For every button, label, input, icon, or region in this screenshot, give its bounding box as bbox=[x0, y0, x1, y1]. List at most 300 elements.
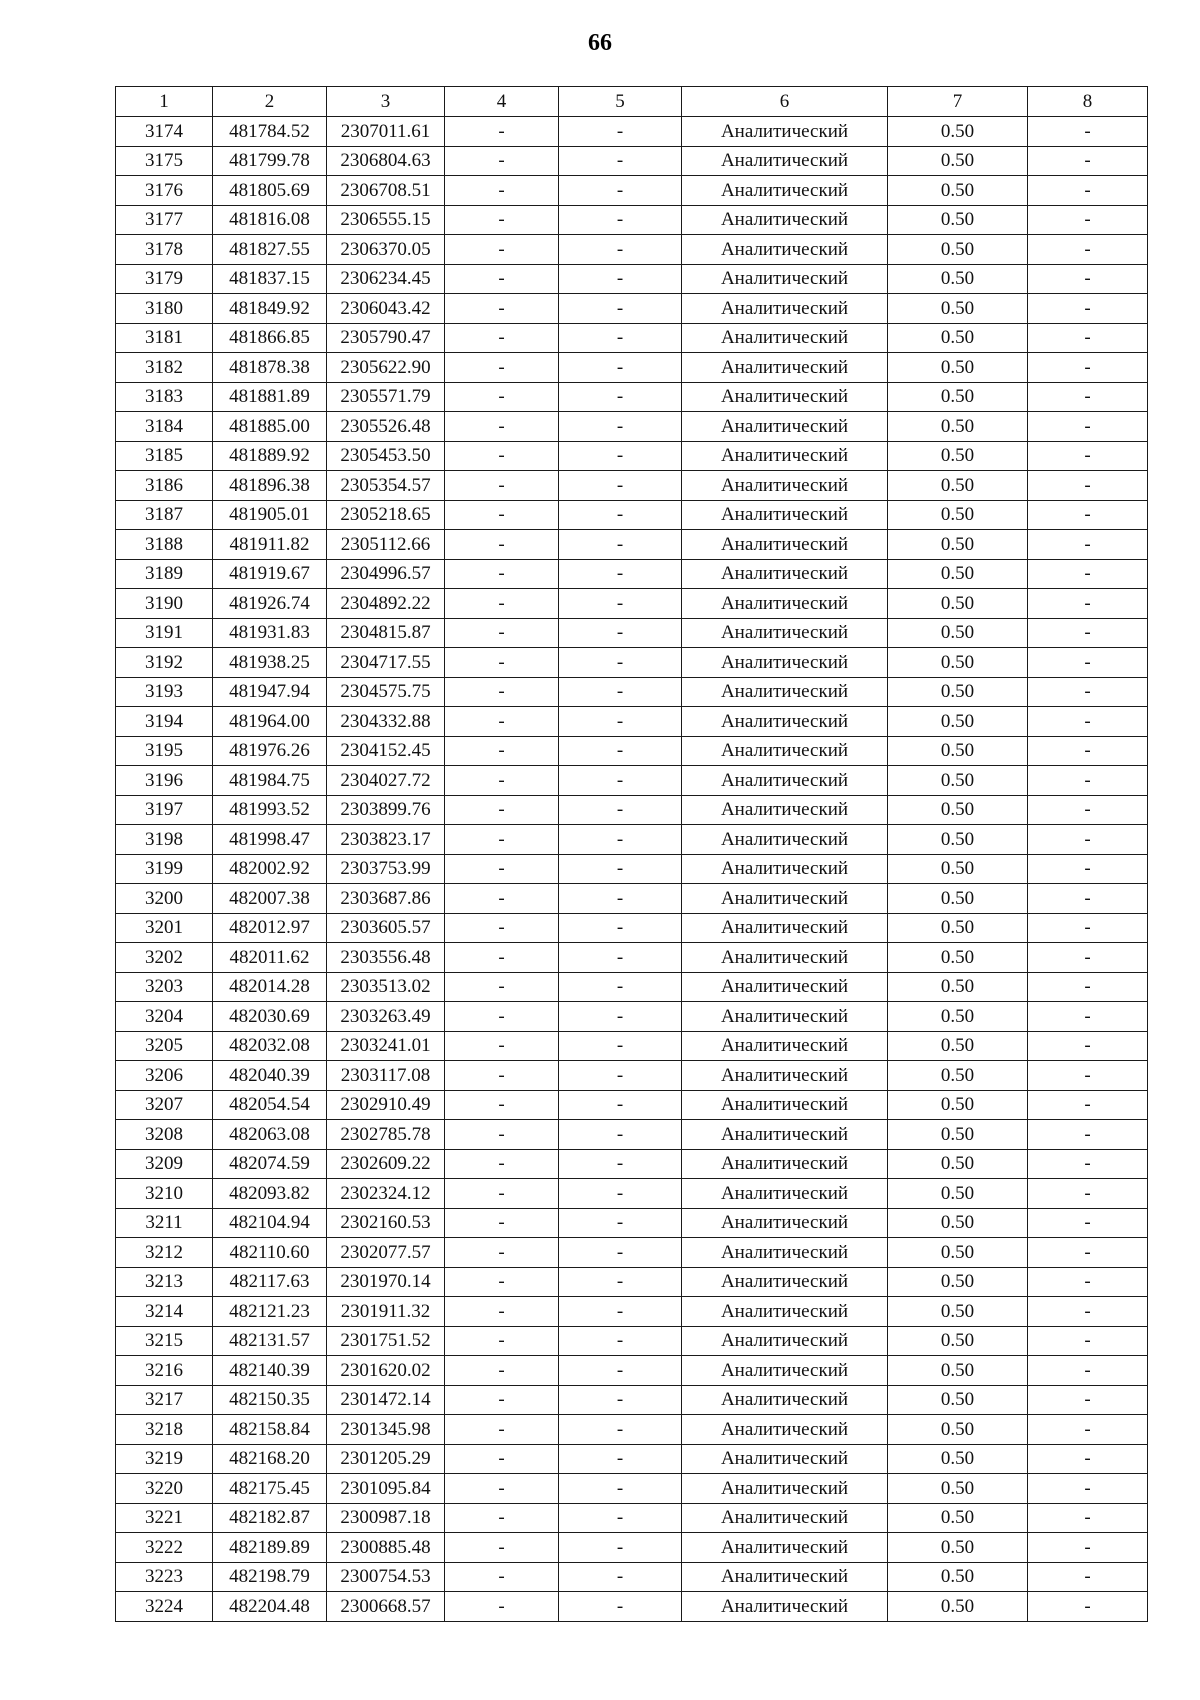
cell-method: Аналитический bbox=[682, 1149, 888, 1179]
cell-y-coordinate: 2303823.17 bbox=[327, 825, 445, 855]
cell-precision: 0.50 bbox=[888, 1090, 1028, 1120]
cell-y-coordinate: 2303556.48 bbox=[327, 943, 445, 973]
cell-x-coordinate: 481849.92 bbox=[213, 294, 327, 324]
cell-col-8-value: - bbox=[1028, 1297, 1148, 1327]
cell-col-5-value: - bbox=[559, 530, 682, 560]
cell-x-coordinate: 481964.00 bbox=[213, 707, 327, 737]
cell-y-coordinate: 2303263.49 bbox=[327, 1002, 445, 1032]
cell-x-coordinate: 482093.82 bbox=[213, 1179, 327, 1209]
cell-precision: 0.50 bbox=[888, 146, 1028, 176]
cell-y-coordinate: 2304996.57 bbox=[327, 559, 445, 589]
cell-precision: 0.50 bbox=[888, 736, 1028, 766]
cell-col-5-value: - bbox=[559, 795, 682, 825]
cell-precision: 0.50 bbox=[888, 294, 1028, 324]
cell-col-4-value: - bbox=[445, 1444, 559, 1474]
cell-y-coordinate: 2305790.47 bbox=[327, 323, 445, 353]
cell-x-coordinate: 482175.45 bbox=[213, 1474, 327, 1504]
cell-point-number: 3208 bbox=[116, 1120, 213, 1150]
table-row bbox=[116, 1002, 1148, 1032]
table-row bbox=[116, 1533, 1148, 1563]
table-row bbox=[116, 117, 1148, 147]
cell-x-coordinate: 482074.59 bbox=[213, 1149, 327, 1179]
table-row bbox=[116, 235, 1148, 265]
cell-y-coordinate: 2305112.66 bbox=[327, 530, 445, 560]
cell-col-4-value: - bbox=[445, 1061, 559, 1091]
table-row bbox=[116, 205, 1148, 235]
table-row bbox=[116, 264, 1148, 294]
table-row bbox=[116, 441, 1148, 471]
cell-y-coordinate: 2306708.51 bbox=[327, 176, 445, 206]
cell-x-coordinate: 482189.89 bbox=[213, 1533, 327, 1563]
cell-y-coordinate: 2303117.08 bbox=[327, 1061, 445, 1091]
cell-x-coordinate: 482007.38 bbox=[213, 884, 327, 914]
cell-col-8-value: - bbox=[1028, 884, 1148, 914]
cell-x-coordinate: 481837.15 bbox=[213, 264, 327, 294]
cell-x-coordinate: 481889.92 bbox=[213, 441, 327, 471]
cell-point-number: 3181 bbox=[116, 323, 213, 353]
table-row bbox=[116, 589, 1148, 619]
cell-precision: 0.50 bbox=[888, 648, 1028, 678]
cell-col-5-value: - bbox=[559, 1326, 682, 1356]
cell-precision: 0.50 bbox=[888, 1149, 1028, 1179]
cell-col-8-value: - bbox=[1028, 530, 1148, 560]
cell-col-5-value: - bbox=[559, 1238, 682, 1268]
cell-x-coordinate: 481905.01 bbox=[213, 500, 327, 530]
cell-col-4-value: - bbox=[445, 1208, 559, 1238]
table-row bbox=[116, 618, 1148, 648]
cell-col-5-value: - bbox=[559, 766, 682, 796]
table-row bbox=[116, 294, 1148, 324]
cell-col-5-value: - bbox=[559, 323, 682, 353]
cell-col-4-value: - bbox=[445, 176, 559, 206]
cell-x-coordinate: 481866.85 bbox=[213, 323, 327, 353]
cell-col-5-value: - bbox=[559, 382, 682, 412]
cell-x-coordinate: 482110.60 bbox=[213, 1238, 327, 1268]
cell-col-8-value: - bbox=[1028, 1533, 1148, 1563]
column-header-4: 4 bbox=[445, 87, 559, 117]
cell-col-5-value: - bbox=[559, 1385, 682, 1415]
cell-col-5-value: - bbox=[559, 1179, 682, 1209]
cell-point-number: 3178 bbox=[116, 235, 213, 265]
cell-col-4-value: - bbox=[445, 441, 559, 471]
table-row bbox=[116, 1179, 1148, 1209]
table-row bbox=[116, 176, 1148, 206]
cell-y-coordinate: 2302324.12 bbox=[327, 1179, 445, 1209]
cell-col-5-value: - bbox=[559, 648, 682, 678]
table-row bbox=[116, 1415, 1148, 1445]
cell-col-8-value: - bbox=[1028, 618, 1148, 648]
cell-point-number: 3204 bbox=[116, 1002, 213, 1032]
cell-point-number: 3214 bbox=[116, 1297, 213, 1327]
table-row bbox=[116, 1562, 1148, 1592]
cell-method: Аналитический bbox=[682, 471, 888, 501]
table-header bbox=[116, 87, 1148, 117]
cell-col-8-value: - bbox=[1028, 117, 1148, 147]
cell-precision: 0.50 bbox=[888, 677, 1028, 707]
cell-precision: 0.50 bbox=[888, 382, 1028, 412]
cell-col-5-value: - bbox=[559, 1444, 682, 1474]
cell-method: Аналитический bbox=[682, 559, 888, 589]
cell-method: Аналитический bbox=[682, 854, 888, 884]
cell-method: Аналитический bbox=[682, 235, 888, 265]
cell-col-8-value: - bbox=[1028, 1474, 1148, 1504]
cell-point-number: 3175 bbox=[116, 146, 213, 176]
cell-point-number: 3200 bbox=[116, 884, 213, 914]
cell-point-number: 3206 bbox=[116, 1061, 213, 1091]
cell-x-coordinate: 482158.84 bbox=[213, 1415, 327, 1445]
cell-col-4-value: - bbox=[445, 205, 559, 235]
cell-col-8-value: - bbox=[1028, 1267, 1148, 1297]
table-body bbox=[116, 117, 1148, 1622]
cell-y-coordinate: 2304332.88 bbox=[327, 707, 445, 737]
cell-col-4-value: - bbox=[445, 1267, 559, 1297]
cell-y-coordinate: 2303513.02 bbox=[327, 972, 445, 1002]
cell-y-coordinate: 2302077.57 bbox=[327, 1238, 445, 1268]
cell-method: Аналитический bbox=[682, 1592, 888, 1622]
cell-col-5-value: - bbox=[559, 176, 682, 206]
cell-y-coordinate: 2305354.57 bbox=[327, 471, 445, 501]
cell-method: Аналитический bbox=[682, 146, 888, 176]
cell-x-coordinate: 481993.52 bbox=[213, 795, 327, 825]
cell-col-5-value: - bbox=[559, 500, 682, 530]
cell-y-coordinate: 2302609.22 bbox=[327, 1149, 445, 1179]
cell-col-5-value: - bbox=[559, 1503, 682, 1533]
cell-col-5-value: - bbox=[559, 353, 682, 383]
cell-method: Аналитический bbox=[682, 1208, 888, 1238]
cell-col-5-value: - bbox=[559, 1356, 682, 1386]
cell-method: Аналитический bbox=[682, 1238, 888, 1268]
cell-point-number: 3183 bbox=[116, 382, 213, 412]
cell-precision: 0.50 bbox=[888, 323, 1028, 353]
header-row bbox=[116, 87, 1148, 117]
cell-y-coordinate: 2306234.45 bbox=[327, 264, 445, 294]
cell-col-8-value: - bbox=[1028, 264, 1148, 294]
cell-method: Аналитический bbox=[682, 1002, 888, 1032]
cell-y-coordinate: 2301472.14 bbox=[327, 1385, 445, 1415]
cell-point-number: 3187 bbox=[116, 500, 213, 530]
cell-method: Аналитический bbox=[682, 1297, 888, 1327]
cell-y-coordinate: 2302785.78 bbox=[327, 1120, 445, 1150]
column-header-1: 1 bbox=[116, 87, 213, 117]
cell-x-coordinate: 481938.25 bbox=[213, 648, 327, 678]
cell-col-4-value: - bbox=[445, 677, 559, 707]
cell-point-number: 3202 bbox=[116, 943, 213, 973]
cell-method: Аналитический bbox=[682, 825, 888, 855]
cell-precision: 0.50 bbox=[888, 1002, 1028, 1032]
cell-point-number: 3212 bbox=[116, 1238, 213, 1268]
cell-col-8-value: - bbox=[1028, 500, 1148, 530]
cell-col-8-value: - bbox=[1028, 972, 1148, 1002]
cell-col-5-value: - bbox=[559, 972, 682, 1002]
cell-col-5-value: - bbox=[559, 618, 682, 648]
cell-col-4-value: - bbox=[445, 1326, 559, 1356]
cell-x-coordinate: 482131.57 bbox=[213, 1326, 327, 1356]
cell-col-8-value: - bbox=[1028, 353, 1148, 383]
cell-col-4-value: - bbox=[445, 825, 559, 855]
cell-col-4-value: - bbox=[445, 884, 559, 914]
cell-method: Аналитический bbox=[682, 1385, 888, 1415]
cell-col-4-value: - bbox=[445, 146, 559, 176]
cell-col-5-value: - bbox=[559, 707, 682, 737]
cell-method: Аналитический bbox=[682, 1120, 888, 1150]
cell-y-coordinate: 2302910.49 bbox=[327, 1090, 445, 1120]
cell-x-coordinate: 481878.38 bbox=[213, 353, 327, 383]
cell-x-coordinate: 481799.78 bbox=[213, 146, 327, 176]
table-row bbox=[116, 1326, 1148, 1356]
cell-point-number: 3182 bbox=[116, 353, 213, 383]
cell-col-4-value: - bbox=[445, 1385, 559, 1415]
cell-x-coordinate: 482198.79 bbox=[213, 1562, 327, 1592]
cell-y-coordinate: 2306043.42 bbox=[327, 294, 445, 324]
cell-x-coordinate: 482121.23 bbox=[213, 1297, 327, 1327]
cell-col-8-value: - bbox=[1028, 1444, 1148, 1474]
cell-precision: 0.50 bbox=[888, 1562, 1028, 1592]
cell-precision: 0.50 bbox=[888, 235, 1028, 265]
cell-method: Аналитический bbox=[682, 294, 888, 324]
cell-precision: 0.50 bbox=[888, 1208, 1028, 1238]
cell-col-4-value: - bbox=[445, 382, 559, 412]
cell-col-8-value: - bbox=[1028, 677, 1148, 707]
table-row bbox=[116, 559, 1148, 589]
cell-y-coordinate: 2303241.01 bbox=[327, 1031, 445, 1061]
cell-point-number: 3176 bbox=[116, 176, 213, 206]
cell-x-coordinate: 482011.62 bbox=[213, 943, 327, 973]
cell-y-coordinate: 2301620.02 bbox=[327, 1356, 445, 1386]
cell-col-4-value: - bbox=[445, 500, 559, 530]
cell-col-8-value: - bbox=[1028, 1503, 1148, 1533]
cell-method: Аналитический bbox=[682, 707, 888, 737]
cell-method: Аналитический bbox=[682, 589, 888, 619]
cell-col-4-value: - bbox=[445, 353, 559, 383]
cell-col-8-value: - bbox=[1028, 1238, 1148, 1268]
cell-x-coordinate: 482040.39 bbox=[213, 1061, 327, 1091]
table-row bbox=[116, 884, 1148, 914]
cell-col-4-value: - bbox=[445, 294, 559, 324]
cell-x-coordinate: 481896.38 bbox=[213, 471, 327, 501]
cell-col-5-value: - bbox=[559, 235, 682, 265]
cell-col-4-value: - bbox=[445, 736, 559, 766]
cell-precision: 0.50 bbox=[888, 1356, 1028, 1386]
cell-col-8-value: - bbox=[1028, 205, 1148, 235]
cell-y-coordinate: 2304575.75 bbox=[327, 677, 445, 707]
cell-y-coordinate: 2303605.57 bbox=[327, 913, 445, 943]
cell-y-coordinate: 2302160.53 bbox=[327, 1208, 445, 1238]
cell-col-4-value: - bbox=[445, 530, 559, 560]
table-row bbox=[116, 825, 1148, 855]
cell-y-coordinate: 2300668.57 bbox=[327, 1592, 445, 1622]
table-row bbox=[116, 795, 1148, 825]
cell-method: Аналитический bbox=[682, 500, 888, 530]
cell-col-4-value: - bbox=[445, 1297, 559, 1327]
cell-x-coordinate: 482204.48 bbox=[213, 1592, 327, 1622]
cell-col-4-value: - bbox=[445, 323, 559, 353]
cell-col-4-value: - bbox=[445, 1562, 559, 1592]
cell-y-coordinate: 2305218.65 bbox=[327, 500, 445, 530]
cell-col-8-value: - bbox=[1028, 707, 1148, 737]
cell-precision: 0.50 bbox=[888, 264, 1028, 294]
cell-precision: 0.50 bbox=[888, 1326, 1028, 1356]
cell-precision: 0.50 bbox=[888, 1503, 1028, 1533]
cell-precision: 0.50 bbox=[888, 530, 1028, 560]
cell-method: Аналитический bbox=[682, 1415, 888, 1445]
column-header-2: 2 bbox=[213, 87, 327, 117]
cell-point-number: 3216 bbox=[116, 1356, 213, 1386]
cell-precision: 0.50 bbox=[888, 1385, 1028, 1415]
cell-precision: 0.50 bbox=[888, 559, 1028, 589]
cell-y-coordinate: 2306555.15 bbox=[327, 205, 445, 235]
cell-point-number: 3195 bbox=[116, 736, 213, 766]
table-row bbox=[116, 1297, 1148, 1327]
cell-precision: 0.50 bbox=[888, 412, 1028, 442]
cell-col-5-value: - bbox=[559, 943, 682, 973]
cell-x-coordinate: 481911.82 bbox=[213, 530, 327, 560]
cell-col-5-value: - bbox=[559, 1415, 682, 1445]
cell-col-4-value: - bbox=[445, 943, 559, 973]
cell-y-coordinate: 2300754.53 bbox=[327, 1562, 445, 1592]
cell-col-5-value: - bbox=[559, 1297, 682, 1327]
cell-point-number: 3184 bbox=[116, 412, 213, 442]
cell-method: Аналитический bbox=[682, 441, 888, 471]
cell-precision: 0.50 bbox=[888, 1061, 1028, 1091]
cell-col-5-value: - bbox=[559, 1267, 682, 1297]
cell-method: Аналитический bbox=[682, 176, 888, 206]
cell-x-coordinate: 482182.87 bbox=[213, 1503, 327, 1533]
cell-method: Аналитический bbox=[682, 323, 888, 353]
cell-point-number: 3174 bbox=[116, 117, 213, 147]
cell-y-coordinate: 2305571.79 bbox=[327, 382, 445, 412]
cell-col-5-value: - bbox=[559, 205, 682, 235]
cell-precision: 0.50 bbox=[888, 205, 1028, 235]
cell-x-coordinate: 482063.08 bbox=[213, 1120, 327, 1150]
cell-method: Аналитический bbox=[682, 412, 888, 442]
cell-col-8-value: - bbox=[1028, 825, 1148, 855]
cell-col-8-value: - bbox=[1028, 441, 1148, 471]
table-row bbox=[116, 1503, 1148, 1533]
cell-precision: 0.50 bbox=[888, 825, 1028, 855]
cell-point-number: 3191 bbox=[116, 618, 213, 648]
cell-col-8-value: - bbox=[1028, 766, 1148, 796]
column-header-3: 3 bbox=[327, 87, 445, 117]
cell-precision: 0.50 bbox=[888, 353, 1028, 383]
cell-method: Аналитический bbox=[682, 1533, 888, 1563]
cell-x-coordinate: 482150.35 bbox=[213, 1385, 327, 1415]
cell-y-coordinate: 2301095.84 bbox=[327, 1474, 445, 1504]
cell-col-5-value: - bbox=[559, 1061, 682, 1091]
cell-precision: 0.50 bbox=[888, 1297, 1028, 1327]
table-row bbox=[116, 471, 1148, 501]
cell-col-5-value: - bbox=[559, 1474, 682, 1504]
table-row bbox=[116, 1090, 1148, 1120]
table-row bbox=[116, 1149, 1148, 1179]
cell-y-coordinate: 2304027.72 bbox=[327, 766, 445, 796]
cell-col-5-value: - bbox=[559, 441, 682, 471]
table-row bbox=[116, 648, 1148, 678]
table-row bbox=[116, 1444, 1148, 1474]
table-row bbox=[116, 736, 1148, 766]
coordinates-table bbox=[115, 86, 1148, 1622]
cell-method: Аналитический bbox=[682, 382, 888, 412]
cell-col-5-value: - bbox=[559, 412, 682, 442]
cell-col-8-value: - bbox=[1028, 471, 1148, 501]
cell-method: Аналитический bbox=[682, 530, 888, 560]
cell-x-coordinate: 481805.69 bbox=[213, 176, 327, 206]
cell-col-5-value: - bbox=[559, 854, 682, 884]
table-row bbox=[116, 1061, 1148, 1091]
cell-col-8-value: - bbox=[1028, 382, 1148, 412]
cell-col-8-value: - bbox=[1028, 235, 1148, 265]
cell-col-4-value: - bbox=[445, 559, 559, 589]
cell-precision: 0.50 bbox=[888, 854, 1028, 884]
cell-col-5-value: - bbox=[559, 559, 682, 589]
cell-col-4-value: - bbox=[445, 1031, 559, 1061]
table-row bbox=[116, 677, 1148, 707]
cell-col-4-value: - bbox=[445, 913, 559, 943]
cell-x-coordinate: 482054.54 bbox=[213, 1090, 327, 1120]
cell-x-coordinate: 482002.92 bbox=[213, 854, 327, 884]
table-row bbox=[116, 854, 1148, 884]
cell-point-number: 3215 bbox=[116, 1326, 213, 1356]
cell-y-coordinate: 2300885.48 bbox=[327, 1533, 445, 1563]
cell-method: Аналитический bbox=[682, 1031, 888, 1061]
cell-col-4-value: - bbox=[445, 412, 559, 442]
cell-point-number: 3186 bbox=[116, 471, 213, 501]
column-header-5: 5 bbox=[559, 87, 682, 117]
cell-x-coordinate: 481976.26 bbox=[213, 736, 327, 766]
cell-col-8-value: - bbox=[1028, 1326, 1148, 1356]
cell-y-coordinate: 2305622.90 bbox=[327, 353, 445, 383]
cell-col-8-value: - bbox=[1028, 1385, 1148, 1415]
cell-point-number: 3203 bbox=[116, 972, 213, 1002]
cell-precision: 0.50 bbox=[888, 1444, 1028, 1474]
cell-col-8-value: - bbox=[1028, 323, 1148, 353]
cell-col-8-value: - bbox=[1028, 176, 1148, 206]
table-row bbox=[116, 1592, 1148, 1622]
cell-point-number: 3223 bbox=[116, 1562, 213, 1592]
cell-col-4-value: - bbox=[445, 1120, 559, 1150]
cell-precision: 0.50 bbox=[888, 707, 1028, 737]
cell-x-coordinate: 481881.89 bbox=[213, 382, 327, 412]
cell-col-8-value: - bbox=[1028, 146, 1148, 176]
cell-point-number: 3197 bbox=[116, 795, 213, 825]
cell-y-coordinate: 2304815.87 bbox=[327, 618, 445, 648]
cell-col-5-value: - bbox=[559, 1592, 682, 1622]
cell-y-coordinate: 2301911.32 bbox=[327, 1297, 445, 1327]
cell-precision: 0.50 bbox=[888, 795, 1028, 825]
cell-precision: 0.50 bbox=[888, 913, 1028, 943]
cell-col-5-value: - bbox=[559, 677, 682, 707]
cell-method: Аналитический bbox=[682, 1444, 888, 1474]
cell-point-number: 3199 bbox=[116, 854, 213, 884]
cell-col-4-value: - bbox=[445, 117, 559, 147]
table-row bbox=[116, 382, 1148, 412]
cell-col-4-value: - bbox=[445, 1179, 559, 1209]
cell-x-coordinate: 481919.67 bbox=[213, 559, 327, 589]
cell-y-coordinate: 2304717.55 bbox=[327, 648, 445, 678]
table-row bbox=[116, 972, 1148, 1002]
cell-method: Аналитический bbox=[682, 972, 888, 1002]
cell-col-5-value: - bbox=[559, 294, 682, 324]
cell-method: Аналитический bbox=[682, 117, 888, 147]
cell-point-number: 3209 bbox=[116, 1149, 213, 1179]
cell-point-number: 3205 bbox=[116, 1031, 213, 1061]
cell-col-4-value: - bbox=[445, 1149, 559, 1179]
cell-method: Аналитический bbox=[682, 884, 888, 914]
cell-col-8-value: - bbox=[1028, 1208, 1148, 1238]
cell-method: Аналитический bbox=[682, 1061, 888, 1091]
cell-precision: 0.50 bbox=[888, 1267, 1028, 1297]
cell-precision: 0.50 bbox=[888, 1474, 1028, 1504]
cell-method: Аналитический bbox=[682, 1474, 888, 1504]
